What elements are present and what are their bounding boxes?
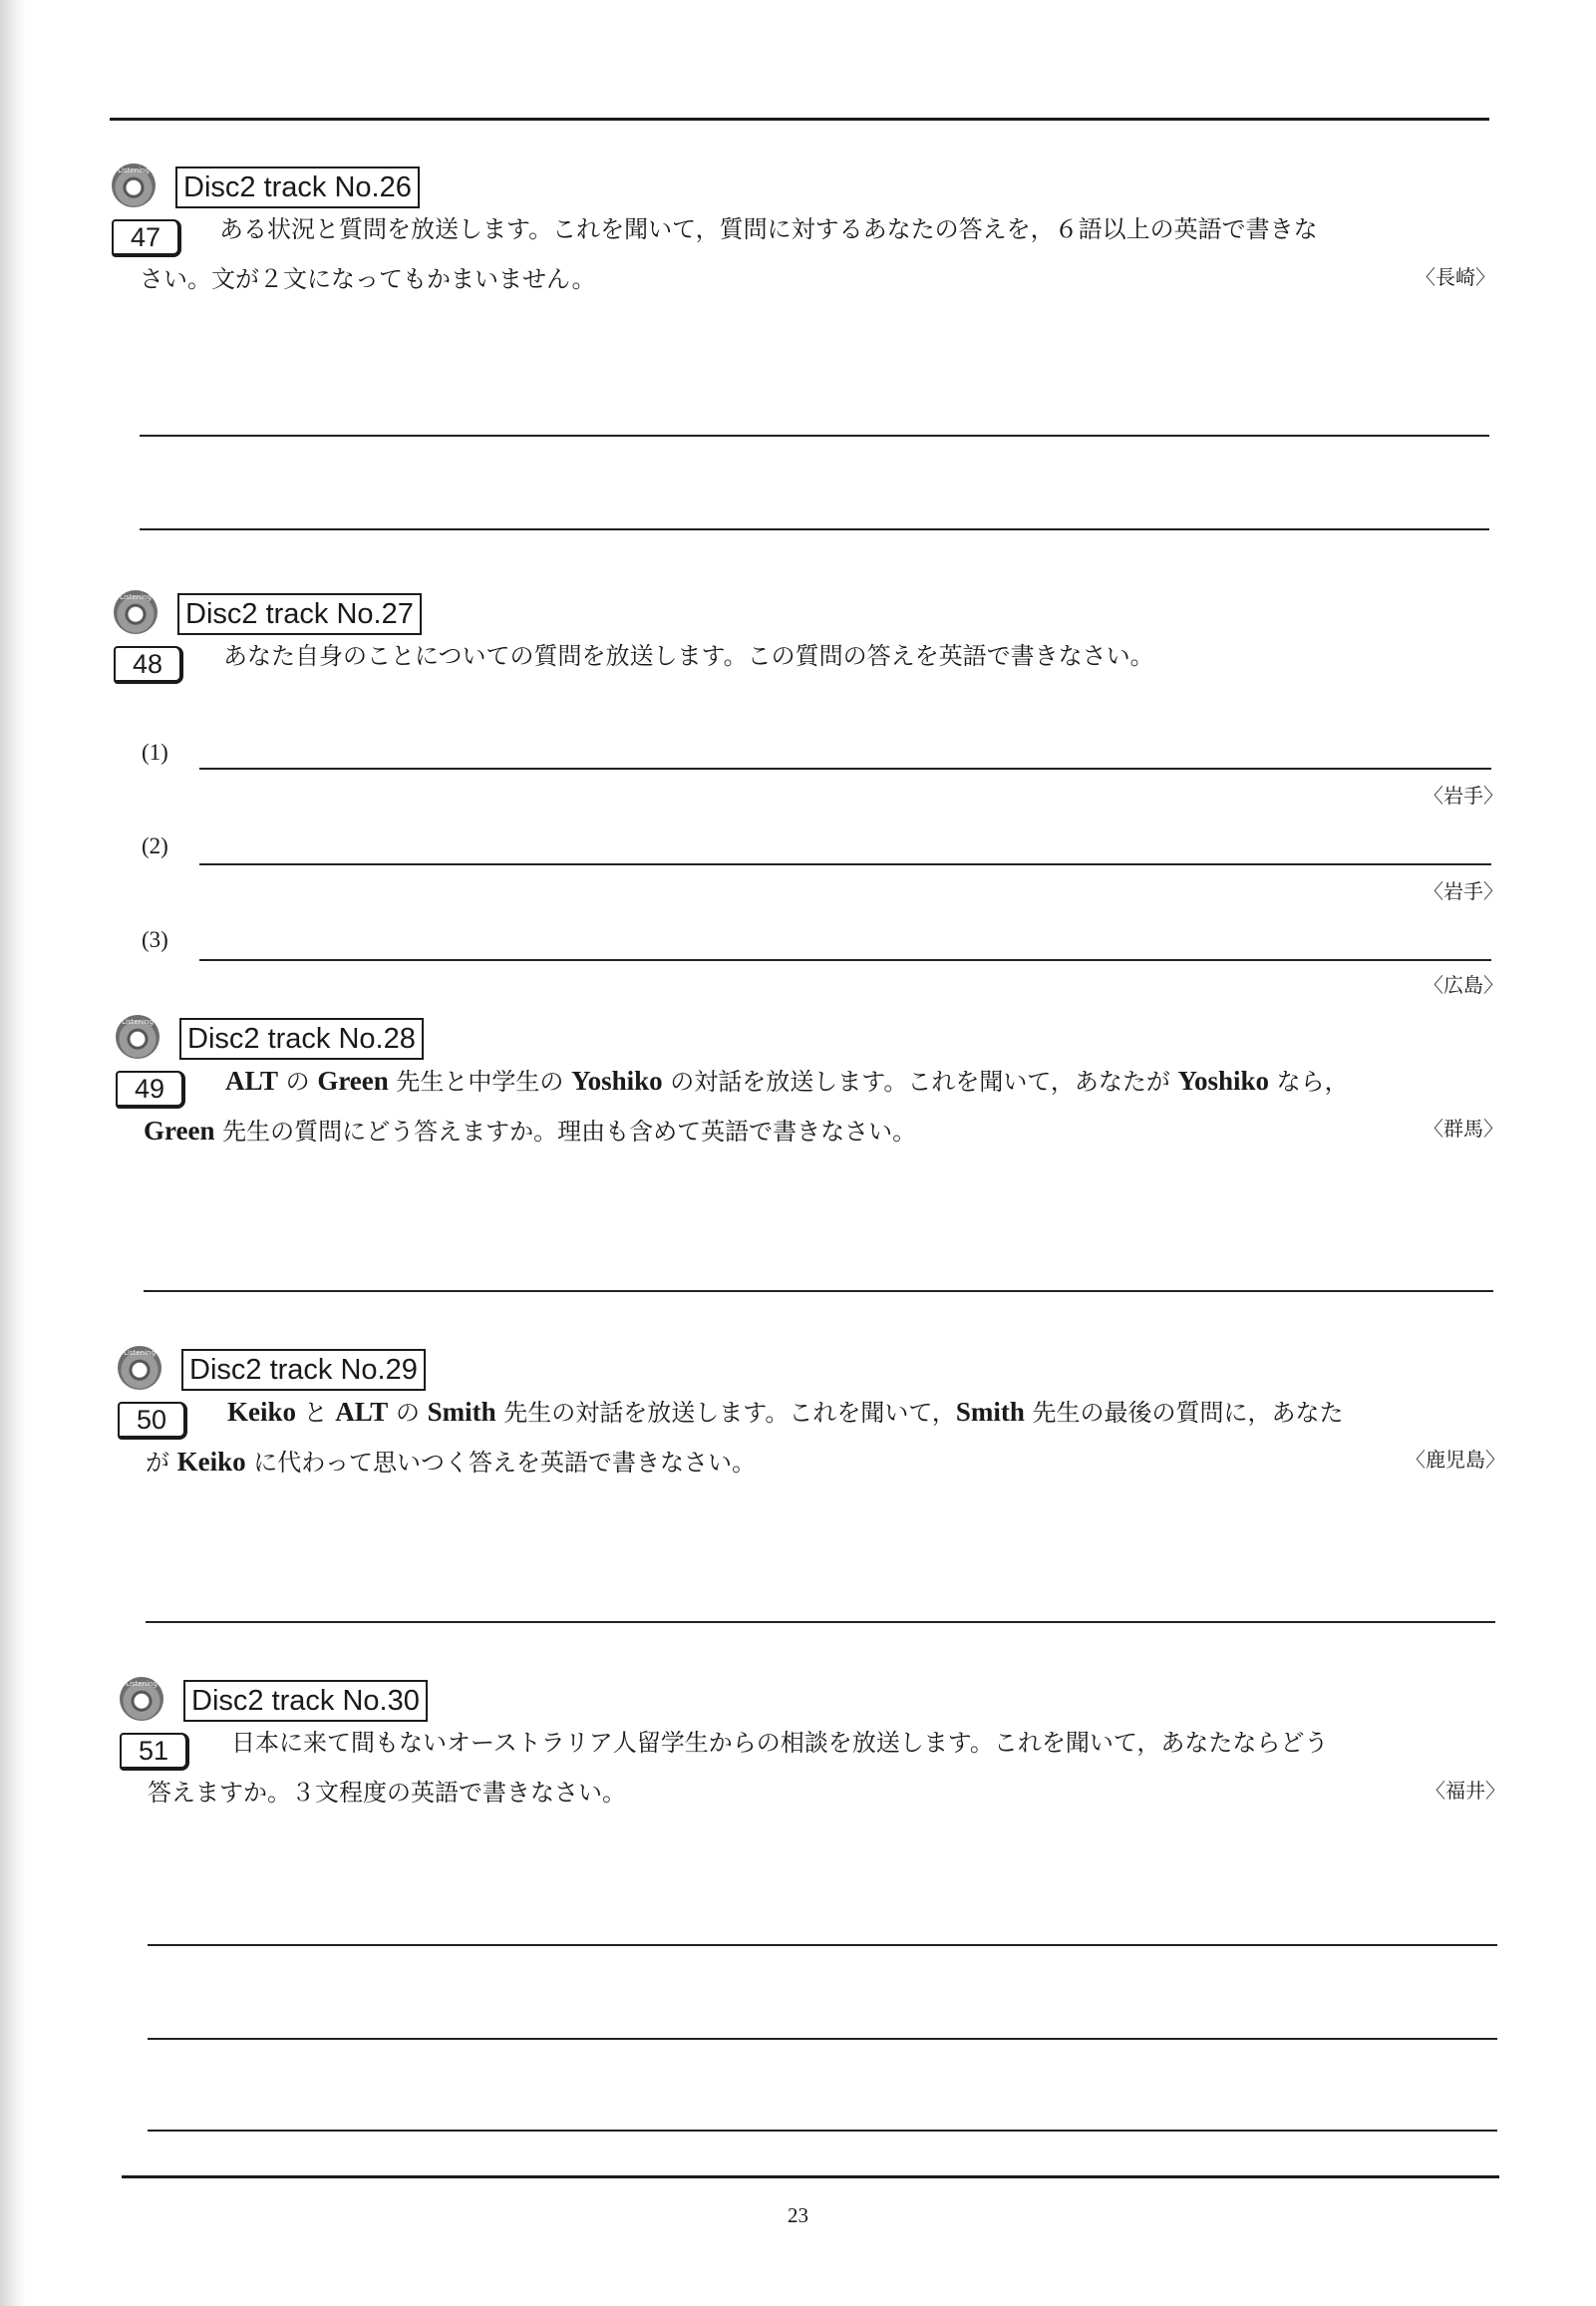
text-fragment: なら，: [1269, 1068, 1349, 1096]
text-fragment: に代わって思いつく答えを英語で書きなさい。: [245, 1449, 757, 1477]
english-term: Green: [317, 1066, 389, 1096]
question-text-line-2: [144, 1107, 916, 1155]
text-fragment: 先生の対話を放送します。これを聞いて，: [495, 1399, 956, 1427]
answer-line[interactable]: [140, 435, 1489, 437]
english-term: ALT: [335, 1397, 389, 1427]
source-prefecture: 〈広島〉: [1424, 973, 1503, 997]
cd-icon: [112, 164, 156, 207]
question-text-line-1: [227, 1388, 1344, 1437]
question-number: 47: [112, 219, 181, 257]
question-text-line-1: [225, 1057, 1349, 1106]
english-term: Smith: [955, 1397, 1025, 1427]
question-number: 48: [114, 646, 183, 684]
answer-line[interactable]: [146, 1621, 1495, 1623]
english-term: Keiko: [227, 1397, 297, 1427]
english-term: Keiko: [176, 1447, 246, 1477]
source-prefecture: 〈鹿児島〉: [1406, 1448, 1505, 1472]
question-text-line-2: 答えますか。３文程度の英語で書きなさい。: [148, 1779, 626, 1807]
cd-icon: [118, 1346, 161, 1390]
cd-icon-label: Listening: [118, 166, 150, 174]
english-term: Smith: [427, 1397, 496, 1427]
text-fragment: と: [296, 1399, 336, 1427]
question-text-line-1: あなた自身のことについての質問を放送します。この質問の答えを英語で書きなさい。: [223, 642, 1154, 670]
cd-icon-label: Listening: [126, 1680, 158, 1688]
answer-line[interactable]: [140, 528, 1489, 530]
text-fragment: の: [278, 1068, 318, 1096]
text-fragment: の: [388, 1399, 428, 1427]
text-fragment: 先生と中学生の: [388, 1068, 572, 1096]
source-prefecture: 〈岩手〉: [1424, 784, 1503, 808]
answer-line[interactable]: [199, 959, 1491, 961]
cd-icon: [114, 590, 158, 634]
cd-icon-label: Listening: [122, 1018, 154, 1026]
text-fragment: 先生の質問にどう答えますか。理由も含めて英語で書きなさい。: [214, 1118, 917, 1146]
text-fragment: の対話を放送します。これを聞いて，あなたが: [662, 1068, 1178, 1096]
sub-question-label: (3): [142, 927, 168, 952]
cd-icon-label: Listening: [120, 593, 152, 601]
answer-line[interactable]: [199, 768, 1491, 770]
text-fragment: が: [146, 1449, 177, 1477]
answer-line[interactable]: [144, 1290, 1493, 1292]
english-term: ALT: [225, 1066, 279, 1096]
english-term: Yoshiko: [571, 1066, 663, 1096]
question-number: 50: [118, 1402, 187, 1440]
answer-line[interactable]: [148, 2130, 1497, 2132]
english-term: Yoshiko: [1177, 1066, 1270, 1096]
track-label: Disc2 track No.27: [177, 593, 422, 635]
answer-line[interactable]: [148, 1944, 1497, 1946]
page-number: 23: [788, 2203, 808, 2227]
question-text-line-2: さい。文が２文になってもかまいません。: [140, 265, 596, 293]
track-label: Disc2 track No.28: [179, 1018, 424, 1060]
track-label: Disc2 track No.26: [175, 166, 420, 208]
cd-icon: [120, 1677, 163, 1721]
sub-question-label: (1): [142, 740, 168, 765]
english-term: Green: [144, 1116, 215, 1146]
answer-line[interactable]: [148, 2038, 1497, 2040]
question-text-line-1: 日本に来て間もないオーストラリア人留学生からの相談を放送します。これを聞いて，あなたならどう: [231, 1729, 1329, 1757]
page-edge-shadow: [0, 0, 26, 2306]
track-label: Disc2 track No.30: [183, 1680, 428, 1722]
cd-icon-label: Listening: [124, 1349, 156, 1357]
question-number: 49: [116, 1071, 185, 1109]
text-fragment: 先生の最後の質問に，あなた: [1024, 1399, 1344, 1427]
question-number: 51: [120, 1733, 189, 1771]
top-rule: [110, 118, 1489, 121]
source-prefecture: 〈福井〉: [1426, 1779, 1505, 1803]
cd-icon: [116, 1015, 160, 1059]
sub-question-label: (2): [142, 833, 168, 858]
source-prefecture: 〈群馬〉: [1424, 1117, 1503, 1141]
answer-line[interactable]: [199, 863, 1491, 865]
bottom-rule: [122, 2175, 1499, 2178]
source-prefecture: 〈岩手〉: [1424, 879, 1503, 903]
source-prefecture: 〈長崎〉: [1416, 265, 1495, 289]
track-label: Disc2 track No.29: [181, 1349, 426, 1391]
question-text-line-1: ある状況と質問を放送します。これを聞いて，質問に対するあなたの答えを，６語以上の英語で書きな: [219, 215, 1318, 243]
question-text-line-2: [146, 1438, 756, 1486]
